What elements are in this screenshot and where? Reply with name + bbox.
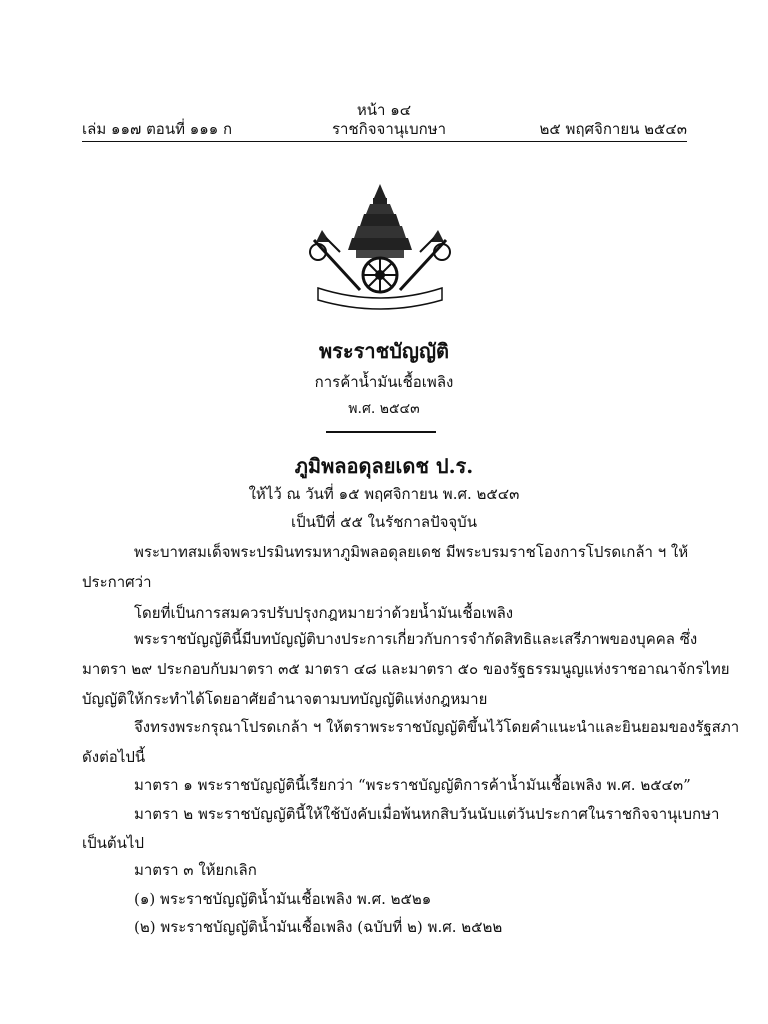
body-line: เป็นต้นไป xyxy=(82,834,144,852)
repeal-item: (๑) พระราชบัญญัติน้ำมันเชื้อเพลิง พ.ศ. ๒๕๒๑ xyxy=(134,890,432,908)
body-line: มาตรา ๒๙ ประกอบกับมาตรา ๓๕ มาตรา ๔๘ และมาตรา ๕๐ ของรัฐธรรมนูญแห่งราชอาณาจักรไทย xyxy=(82,660,730,678)
king-signature: ภูมิพลอดุลยเดช ป.ร. xyxy=(294,454,474,478)
act-subtitle: การค้าน้ำมันเชื้อเพลิง xyxy=(314,373,454,391)
gazette-header xyxy=(82,117,687,139)
publication-date: ๒๕ พฤศจิกายน ๒๕๔๓ xyxy=(539,120,687,138)
body-line: โดยที่เป็นการสมควรปรับปรุงกฎหมายว่าด้วยน้ำมันเชื้อเพลิง xyxy=(134,604,514,622)
body-line: จึงทรงพระกรุณาโปรดเกล้า ฯ ให้ตราพระราชบัญญัติขึ้นไว้โดยคำแนะนำและยินยอมของรัฐสภา xyxy=(134,718,740,736)
section-1: มาตรา ๑ พระราชบัญญัตินี้เรียกว่า “พระราชบัญญัติการค้าน้ำมันเชื้อเพลิง พ.ศ. ๒๕๔๓” xyxy=(134,776,691,794)
page-number: หน้า ๑๔ xyxy=(356,101,412,119)
body-line: พระบาทสมเด็จพระปรมินทรมหาภูมิพลอดุลยเดช มีพระบรมราชโองการโปรดเกล้า ฯ ให้ xyxy=(134,543,689,561)
reign-year: เป็นปีที่ ๕๕ ในรัชกาลปัจจุบัน xyxy=(291,513,477,531)
body-line: ประกาศว่า xyxy=(82,573,152,591)
act-title: พระราชบัญญัติ xyxy=(319,339,449,363)
given-date: ให้ไว้ ณ วันที่ ๑๕ พฤศจิกายน พ.ศ. ๒๕๔๓ xyxy=(248,485,520,503)
body-line: บัญญัติให้กระทำได้โดยอาศัยอำนาจตามบทบัญญัติแห่งกฎหมาย xyxy=(82,690,488,708)
repeal-item: (๒) พระราชบัญญัติน้ำมันเชื้อเพลิง (ฉบับที่ ๒) พ.ศ. ๒๕๒๒ xyxy=(134,918,503,936)
title-divider xyxy=(326,431,436,433)
section-3: มาตรา ๓ ให้ยกเลิก xyxy=(134,861,257,879)
act-year: พ.ศ. ๒๕๔๓ xyxy=(348,401,420,417)
volume-issue: เล่ม ๑๑๗ ตอนที่ ๑๑๑ ก xyxy=(82,120,233,138)
header-rule xyxy=(82,141,687,142)
body-line: พระราชบัญญัตินี้มีบทบัญญัติบางประการเกี่ยวกับการจำกัดสิทธิและเสรีภาพของบุคคล ซึ่ง xyxy=(134,630,698,648)
gazette-name: ราชกิจจานุเบกษา xyxy=(332,120,447,138)
body-line: ดังต่อไปนี้ xyxy=(82,748,146,766)
body-line: มาตรา ๒ พระราชบัญญัตินี้ให้ใช้บังคับเมื่อพ้นหกสิบวันนับแต่วันประกาศในราชกิจจานุเบกษา xyxy=(134,805,720,823)
royal-emblem-icon xyxy=(300,180,460,315)
